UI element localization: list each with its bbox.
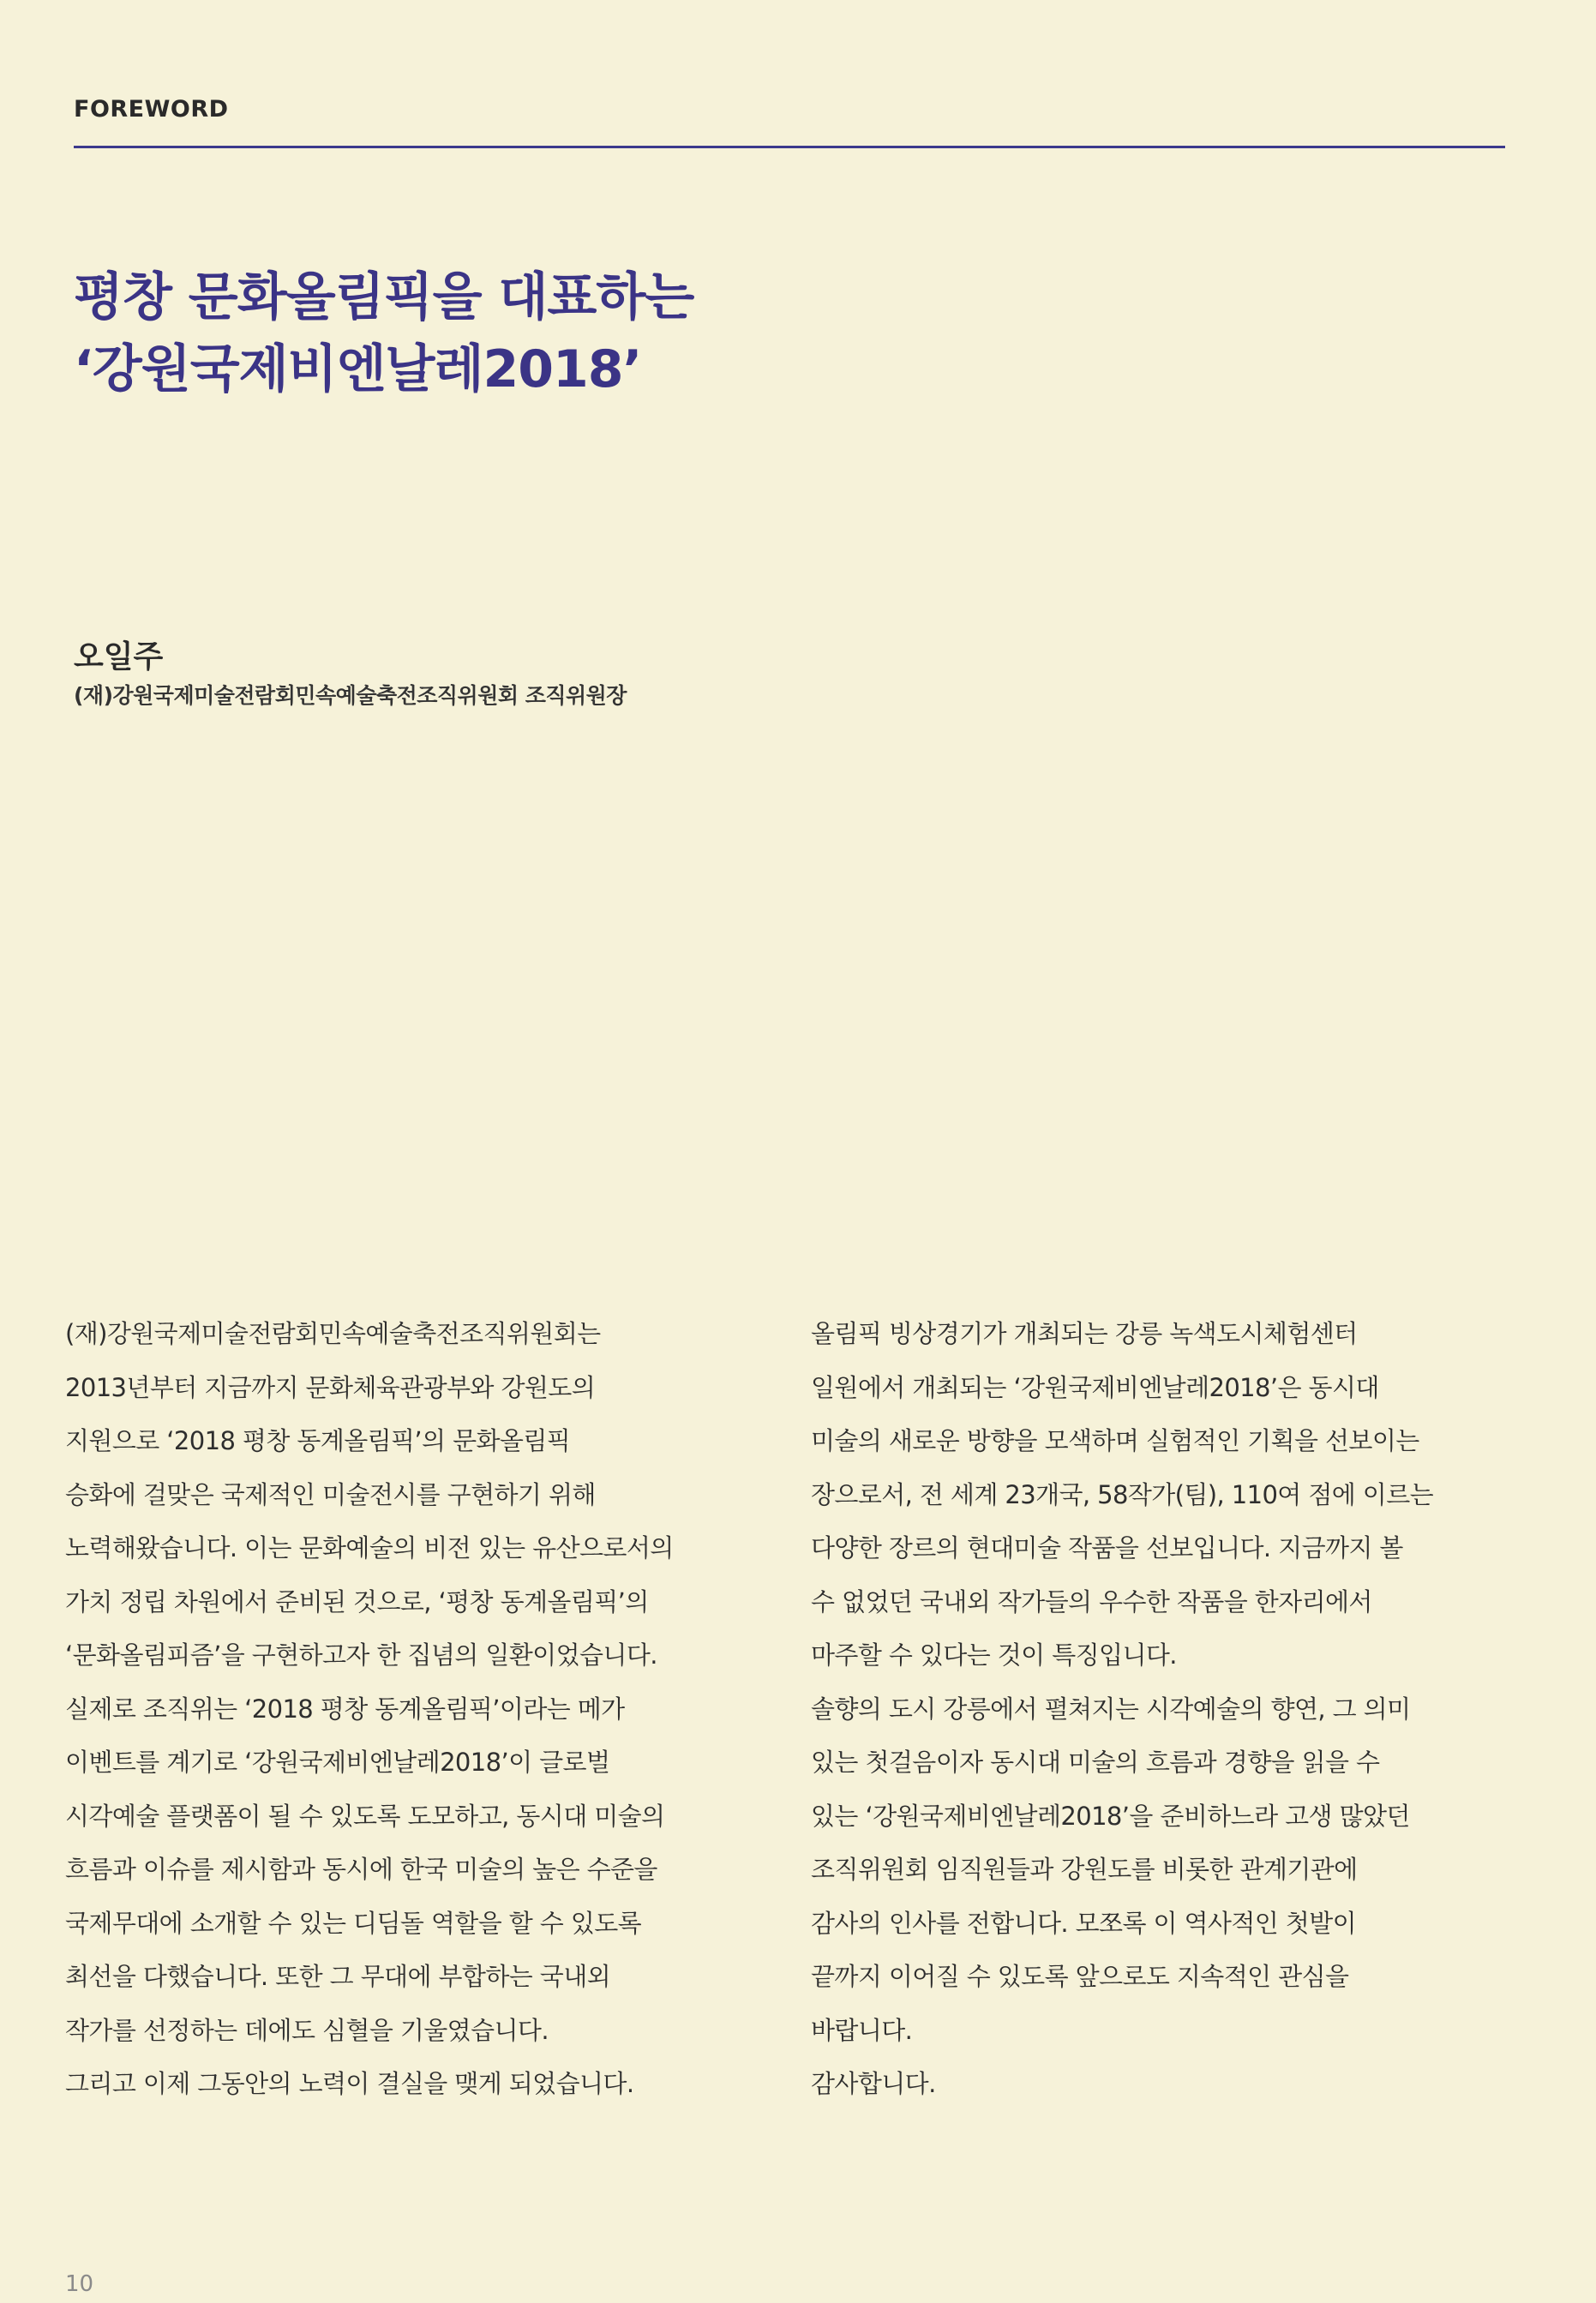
body-right-column — [811, 1307, 1514, 2111]
body-line: 미술의 새로운 방향을 모색하며 실험적인 기획을 선보이는 — [811, 1426, 1419, 1455]
body-line: 일원에서 개최되는 ‘강원국제비엔날레2018’은 동시대 — [811, 1372, 1379, 1402]
author-role: (재)강원국제미술전람회민속예술축전조직위원회 조직위원장 — [74, 683, 627, 708]
body-line: 장으로서, 전 세계 23개국, 58작가(팀), 110여 점에 이르는 — [811, 1479, 1434, 1509]
body-line: 지원으로 ‘2018 평창 동계올림픽’의 문화올림픽 — [65, 1426, 571, 1455]
body-line: ‘문화올림피즘’을 구현하고자 한 집념의 일환이었습니다. — [65, 1640, 657, 1670]
body-line: 솔향의 도시 강릉에서 펼쳐지는 시각예술의 향연, 그 의미 — [811, 1694, 1411, 1724]
body-line: 이벤트를 계기로 ‘강원국제비엔날레2018’이 글로벌 — [65, 1748, 610, 1777]
header-rule — [74, 146, 1505, 148]
page-number: 10 — [65, 2271, 94, 2297]
body-line: 올림픽 빙상경기가 개최되는 강릉 녹색도시체험센터 — [811, 1319, 1358, 1348]
body-line: 가치 정립 차원에서 준비된 것으로, ‘평창 동계올림픽’의 — [65, 1586, 649, 1616]
body-line: 그리고 이제 그동안의 노력이 결실을 맺게 되었습니다. — [65, 2069, 634, 2098]
body-line: 2013년부터 지금까지 문화체육관광부와 강원도의 — [65, 1372, 596, 1402]
body-left-column — [65, 1307, 768, 2111]
page-title — [74, 261, 693, 405]
body-line: 승화에 걸맞은 국제적인 미술전시를 구현하기 위해 — [65, 1479, 596, 1509]
body-line: 감사의 인사를 전합니다. 모쪼록 이 역사적인 첫발이 — [811, 1908, 1357, 1938]
body-line: 노력해왔습니다. 이는 문화예술의 비전 있는 유산으로서의 — [65, 1533, 674, 1562]
body-line: 작가를 선정하는 데에도 심혈을 기울였습니다. — [65, 2015, 549, 2045]
body-line: 수 없었던 국내외 작가들의 우수한 작품을 한자리에서 — [811, 1586, 1372, 1616]
body-line: 있는 첫걸음이자 동시대 미술의 흐름과 경향을 읽을 수 — [811, 1748, 1380, 1777]
body-line: 흐름과 이슈를 제시함과 동시에 한국 미술의 높은 수준을 — [65, 1855, 657, 1884]
body-line: 최선을 다했습니다. 또한 그 무대에 부합하는 국내외 — [65, 1962, 611, 1991]
body-line: 실제로 조직위는 ‘2018 평창 동계올림픽’이라는 메가 — [65, 1694, 625, 1724]
body-line: 국제무대에 소개할 수 있는 디딤돌 역할을 할 수 있도록 — [65, 1908, 642, 1938]
body-line: 시각예술 플랫폼이 될 수 있도록 도모하고, 동시대 미술의 — [65, 1801, 665, 1831]
author-name: 오일주 — [74, 639, 164, 675]
body-line: 바랍니다. — [811, 2015, 913, 2045]
body-line: 있는 ‘강원국제비엔날레2018’을 준비하느라 고생 많았던 — [811, 1801, 1410, 1831]
body-line: 다양한 장르의 현대미술 작품을 선보입니다. 지금까지 볼 — [811, 1533, 1403, 1562]
body-line: (재)강원국제미술전람회민속예술축전조직위원회는 — [65, 1319, 601, 1348]
title-line-2: ‘강원국제비엔날레2018’ — [74, 339, 642, 399]
body-line: 마주할 수 있다는 것이 특징입니다. — [811, 1640, 1177, 1670]
body-line: 감사합니다. — [811, 2069, 936, 2098]
body-line: 조직위원회 임직원들과 강원도를 비롯한 관계기관에 — [811, 1855, 1358, 1884]
title-line-1: 평창 문화올림픽을 대표하는 — [74, 267, 694, 327]
body-line: 끝까지 이어질 수 있도록 앞으로도 지속적인 관심을 — [811, 1962, 1349, 1991]
section-label: FOREWORD — [74, 96, 229, 123]
